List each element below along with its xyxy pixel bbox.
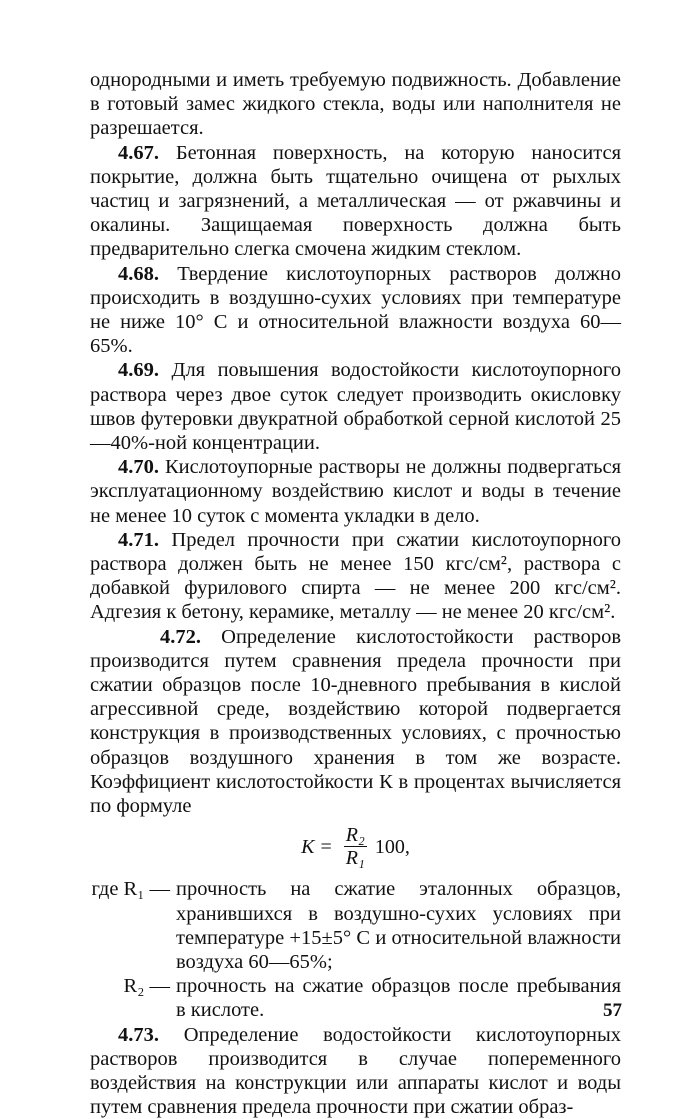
page-number: 57 [603, 1000, 622, 1021]
clause-text: Для повышения водостойкости кислотоупорного раствора через двое суток следует производить окисловку швов футеровки двукратной обработкой серной кислотой 25—40%-ной концентрации. [90, 359, 622, 455]
clause-text: Твердение кислотоупорных растворов должно происходить в воздушно-сухих условиях при температуре не ниже 10° С и относительной влажности воздуха 60—65%. [90, 262, 621, 358]
clause-number: 4.72. [160, 625, 201, 648]
definition-text: прочность на сжатие эталонных образцов, хранившихся в воздушно-сухих условиях при температуре +15±5° С и относительной влажности воздуха 60—65%; [176, 878, 621, 973]
formula-denominator: R₁ [345, 847, 365, 870]
formula [90, 824, 621, 869]
paragraph-4-67 [90, 141, 621, 262]
formula-fraction [344, 824, 367, 869]
clause-text: Кислотоупорные растворы не должны подвергаться эксплуатационному воздействию кислот и воды в течение не менее 10 суток с момента укладки в дело. [90, 456, 622, 527]
clause-number: 4.73. [118, 1023, 159, 1046]
formula-lhs: K [301, 835, 315, 858]
clause-number: 4.70. [118, 456, 159, 479]
clause-text: Определение кислотостойкости растворов производится путем сравнения предела прочности при сжатии образцов после 10-дневного пребывания в кислой агрессивной среде, воздействию которой подвергается конструкция в производственных условиях, с прочностью образцов воздушного хранения в том же возрасте. Коэффициент кислотостойкости К в процентах вычисляется по формуле [90, 625, 621, 818]
paragraph-4-73 [90, 1023, 621, 1119]
definition-term: R₂ — [123, 975, 170, 998]
paragraph-4-71 [90, 528, 621, 625]
clause-text: Бетонная поверхность, на которую наносится покрытие, должна быть тщательно очищена от рыхлых частиц и загрязнений, а металлическая — от ржавчины и окалины. Защищаемая поверхность должна быть предварительно слегка смочена жидким стеклом. [90, 141, 622, 261]
paragraph-4-68 [90, 262, 621, 359]
paragraph-4-72 [90, 625, 621, 819]
formula-equals: = [320, 835, 332, 858]
body-text [90, 68, 621, 1119]
clause-number: 4.67. [118, 141, 159, 164]
paragraph-4-69 [90, 358, 621, 455]
formula-factor: 100, [374, 835, 410, 858]
clause-number: 4.71. [118, 528, 159, 551]
definition-term: где R₁ — [91, 878, 170, 901]
formula-definitions [90, 877, 621, 1022]
formula-numerator: R₂ [345, 824, 365, 847]
paragraph-intro: однородными и иметь требуемую подвижность. Добавление в готовый замес жидкого стекла, воды или наполнителя не разрешается. [90, 69, 621, 140]
paragraph-4-70 [90, 455, 621, 528]
clause-text: Предел прочности при сжатии кислотоупорного раствора должен быть не менее 150 кгс/см², раствора с добавкой фурилового спирта — не менее 200 кгс/см². Адгезия к бетону, керамике, металлу — не менее 20 кгс/см². [90, 528, 622, 624]
clause-number: 4.69. [118, 359, 159, 382]
clause-number: 4.68. [118, 262, 159, 285]
definition-text: прочность на сжатие образцов после пребывания в кислоте. [176, 975, 621, 1022]
clause-text: Определение водостойкости кислотоупорных растворов производится в случае попеременного воздействия на конструкции или аппараты кислот и воды путем сравнения предела прочности при сжатии образ- [90, 1023, 622, 1119]
